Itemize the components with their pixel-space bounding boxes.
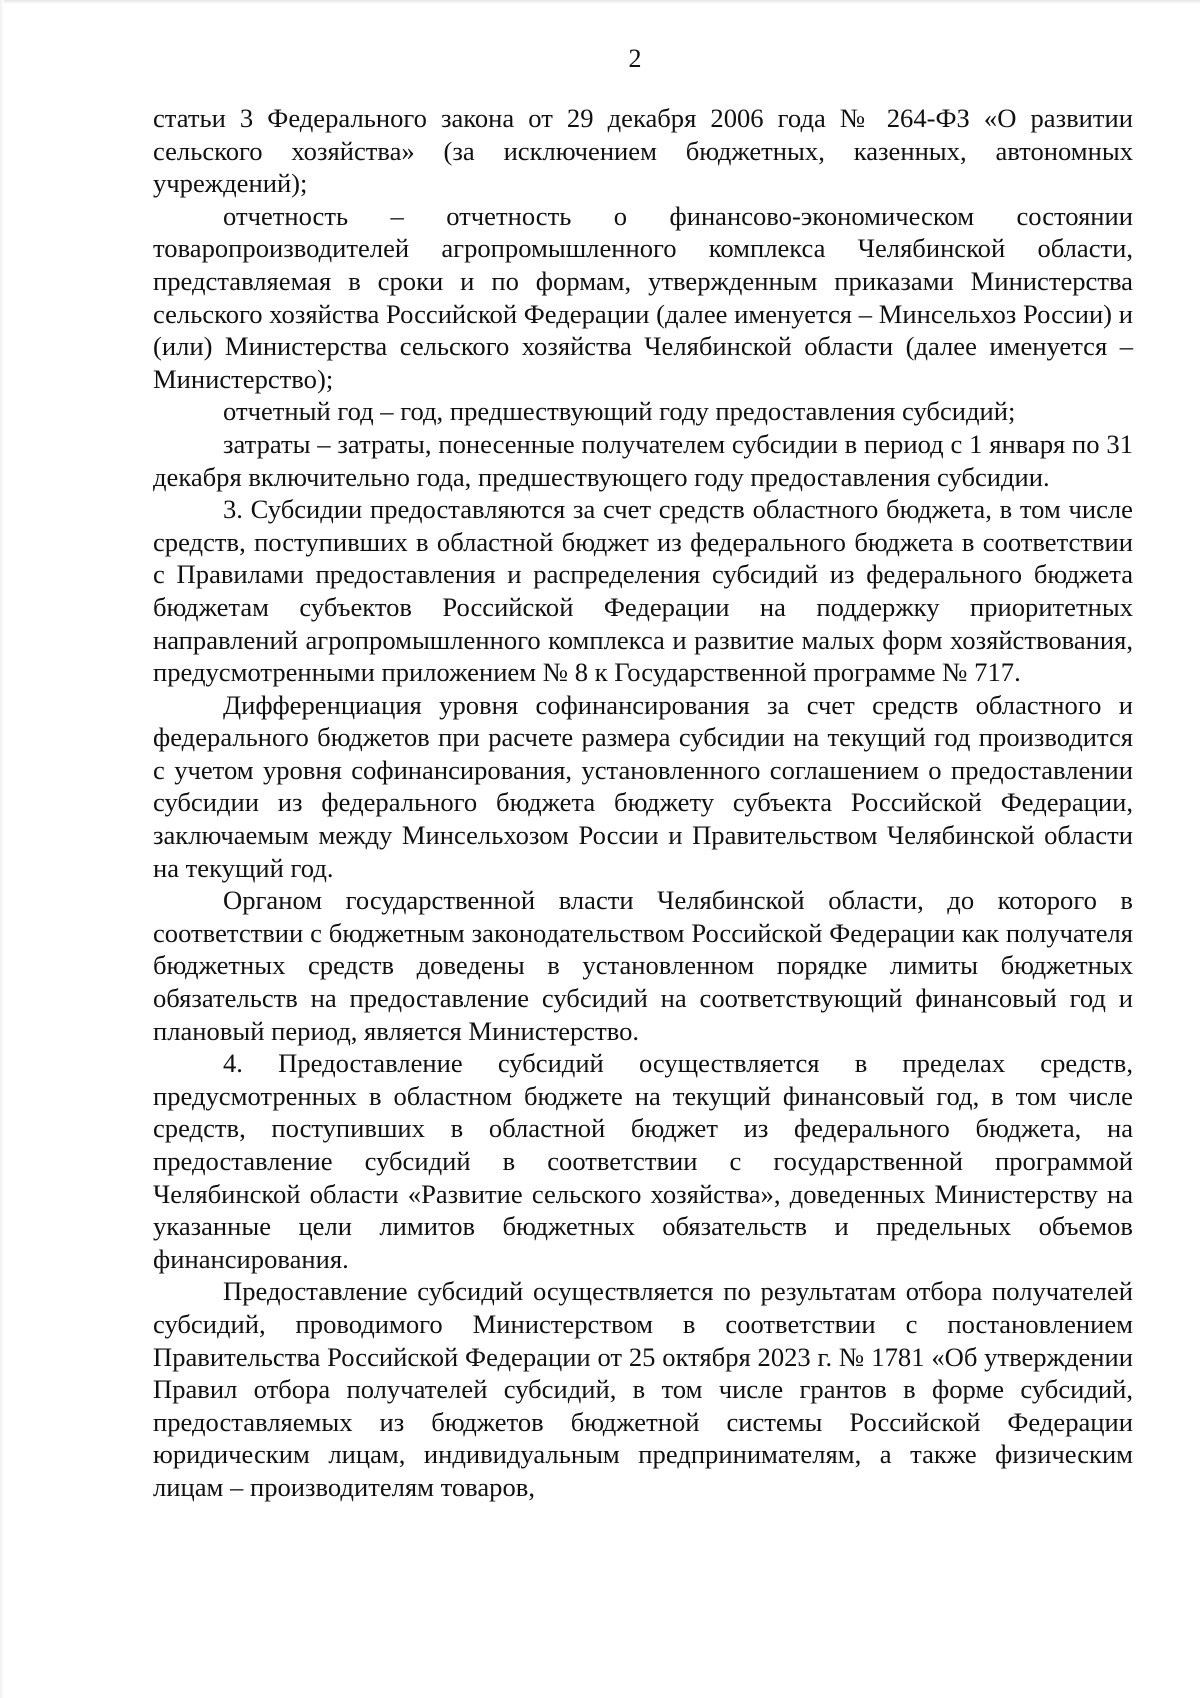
document-body	[153, 102, 1133, 1504]
scan-edge-top	[0, 0, 1200, 4]
paragraph-definition-reporting: отчетность – отчетность о финансово-экономическом состоянии товаропроизводителей агропромышленного комплекса Челябинской области, представляемая в сроки и по формам, утвержденным приказами Министерства сельского хозяйства Российской Федерации (далее именуется – Минсельхоз России) и (или) Министерства сельского хозяйства Челябинской области (далее именуется – Министерство);	[153, 200, 1133, 394]
paragraph-definition-continuation: статьи 3 Федерального закона от 29 декабря 2006 года № 264-ФЗ «О развитии сельского хозяйства» (за исключением бюджетных, казенных, автономных учреждений);	[153, 103, 1133, 199]
paragraph-definition-reporting-year: отчетный год – год, предшествующий году предоставления субсидий;	[223, 396, 1016, 427]
paragraph-selection: Предоставление субсидий осуществляется по результатам отбора получателей субсидий, проводимого Министерством в соответствии с постановлением Правительства Российской Федерации от 25 октября 2023 г. № 1781 «Об утверждении Правил отбора получателей субсидий, в том числе грантов в форме субсидий, предоставляемых из бюджетов бюджетной системы Российской Федерации юридическим лицам, индивидуальным предпринимателям, а также физическим лицам – производителям товаров,	[153, 1276, 1133, 1502]
paragraph-authority: Органом государственной власти Челябинской области, до которого в соответствии с бюджетным законодательством Российской Федерации как получателя бюджетных средств доведены в установленном порядке лимиты бюджетных обязательств на предоставление субсидий на соответствующий финансовый год и плановый период, является Министерство.	[153, 885, 1133, 1046]
paragraph-cofinancing: Дифференциация уровня софинансирования за счет средств областного и федерального бюджетов при расчете размера субсидии на текущий год производится с учетом уровня софинансирования, установленного соглашением о предоставлении субсидии из федерального бюджета бюджету субъекта Российской Федерации, заключаемым между Минсельхозом России и Правительством Челябинской области на текущий год.	[153, 689, 1133, 883]
scan-edge-left	[0, 0, 4, 1698]
page-number: 2	[628, 44, 642, 73]
paragraph-clause-4: 4. Предоставление субсидий осуществляется в пределах средств, предусмотренных в областном бюджете на текущий финансовый год, в том числе средств, поступивших в областной бюджет из федерального бюджета, на предоставление субсидий в соответствии с государственной программой Челябинской области «Развитие сельского хозяйства», доведенных Министерству на указанные цели лимитов бюджетных обязательств и предельных объемов финансирования.	[153, 1048, 1133, 1274]
paragraph-clause-3: 3. Субсидии предоставляются за счет средств областного бюджета, в том числе средств, поступивших в областной бюджет из федерального бюджета в соответствии с Правилами предоставления и распределения субсидий из федерального бюджета бюджетам субъектов Российской Федерации на поддержку приоритетных направлений агропромышленного комплекса и развитие малых форм хозяйствования, предусмотренными приложением № 8 к Государственной программе № 717.	[153, 494, 1133, 688]
paragraph-definition-costs: затраты – затраты, понесенные получателем субсидии в период с 1 января по 31 декабря включительно года, предшествующего году предоставления субсидии.	[153, 428, 1133, 492]
